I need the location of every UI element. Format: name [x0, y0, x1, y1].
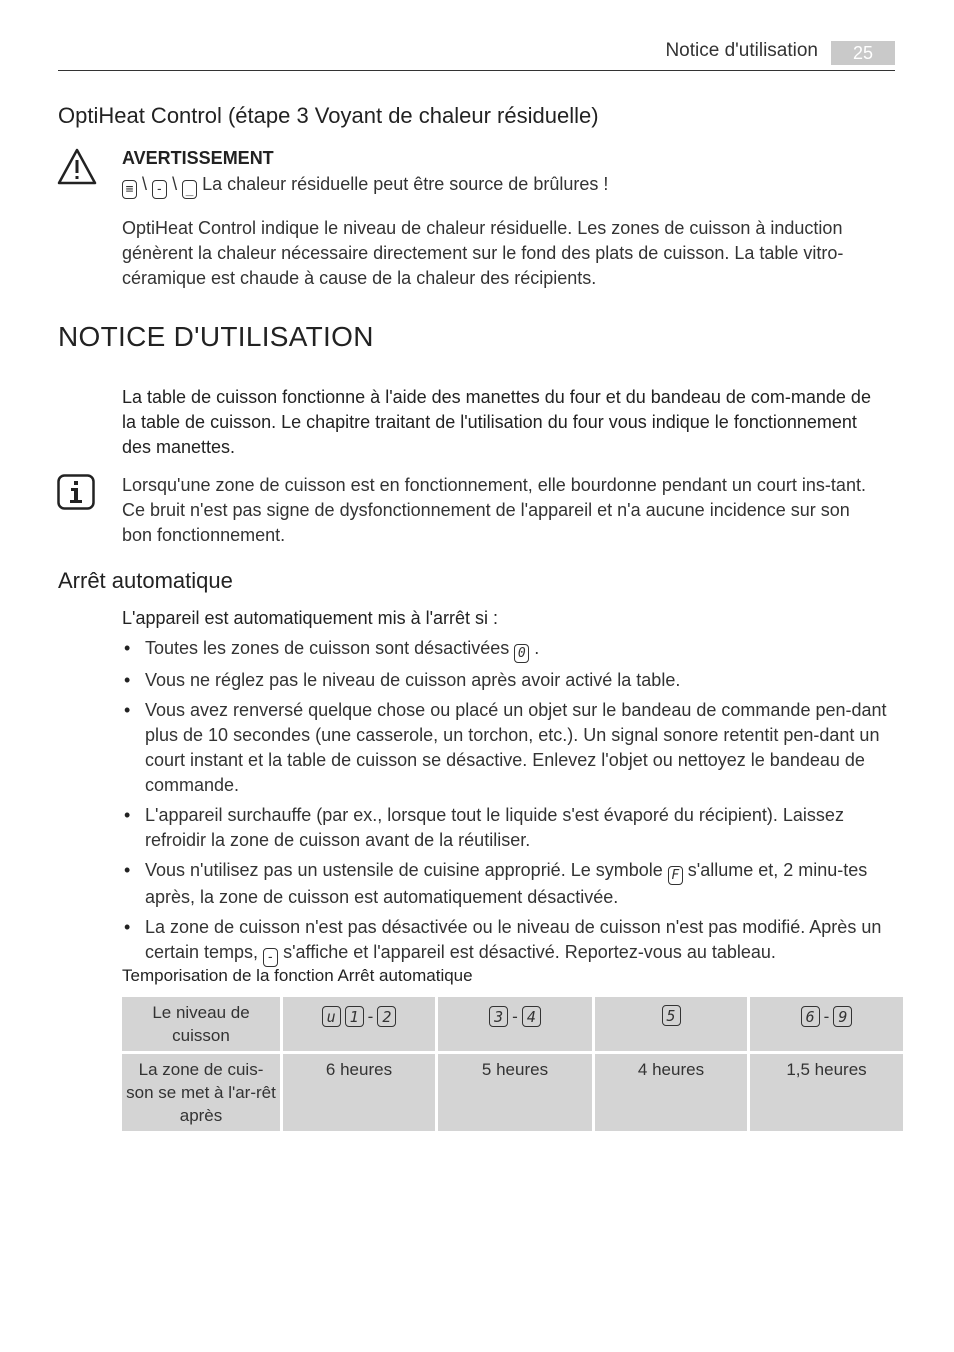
warning-label: AVERTISSEMENT — [122, 148, 274, 168]
level-symbol: 6 — [801, 1006, 820, 1027]
level-symbol: u — [322, 1006, 341, 1027]
list-item: • Vous ne réglez pas le niveau de cuisson après avoir activé la table. — [122, 668, 892, 693]
table-cell: 3 - 4 — [438, 997, 592, 1051]
list-item: • Vous avez renversé quelque chose ou placé un objet sur le bandeau de commande pen-dant plus de 10 secondes (une casserole, un torchon, etc.). Un signal sonore retentit pen-dant un court instant et la table de cuisson se désactive. Enlevez l'objet ou nettoyez le bandeau de commande. — [122, 698, 892, 798]
level-symbol: 5 — [662, 1005, 681, 1026]
list-item: • La zone de cuisson n'est pas désactivée ou le niveau de cuisson n'est pas modifié. Après un certain temps, - s'affiche et l'appareil est désactivé. Reportez-vous au tableau. — [122, 915, 892, 967]
auto-off-table — [119, 994, 906, 1134]
warning-text: La chaleur résiduelle peut être source de brûlures ! — [202, 174, 609, 194]
level-symbol: 1 — [345, 1006, 364, 1027]
page-number: 25 — [831, 41, 895, 65]
auto-off-lead: L'appareil est automatiquement mis à l'arrêt si : — [122, 608, 499, 628]
level-symbol: 3 — [489, 1006, 508, 1027]
zero-level-symbol: 0 — [514, 644, 529, 663]
table-header-cell: Le niveau de cuisson — [122, 997, 280, 1051]
table-row — [122, 997, 903, 1051]
header-rule — [58, 70, 895, 71]
warning-line — [122, 172, 608, 199]
table-cell — [595, 997, 747, 1051]
table-cell: 6 - 9 — [750, 997, 903, 1051]
list-item: • L'appareil surchauffe (par ex., lorsque tout le liquide s'est évaporé du récipient). Laissez refroidir la zone de cuisson avant de la réutiliser. — [122, 803, 892, 853]
optiheat-paragraph: OptiHeat Control indique le niveau de chaleur résiduelle. Les zones de cuisson à induction génèrent la chaleur nécessaire directement sur le fond des plats de cuisson. La table vitro-céramique est chaude à cause de la chaleur des récipients. — [122, 218, 844, 288]
symbol-separator: \ — [172, 174, 178, 194]
section-title-optiheat: OptiHeat Control (étape 3 Voyant de chaleur résiduelle) — [58, 103, 599, 128]
table-header-cell: La zone de cuis-son se met à l'ar-rêt après — [122, 1054, 280, 1131]
dash-symbol: - — [263, 948, 278, 967]
intro-paragraph: La table de cuisson fonctionne à l'aide des manettes du four et du bandeau de com-mande de la table de cuisson. Le chapitre traitant de l'utilisation du four vous indique le fonctionnement des manettes. — [122, 387, 871, 457]
list-item: • Vous n'utilisez pas un ustensile de cuisine approprié. Le symbole F s'allume et, 2 minu-tes après, la zone de cuisson est automatiquement désactivée. — [122, 858, 892, 910]
residual-heat-high-symbol: ≡ — [122, 180, 137, 199]
info-paragraph: Lorsqu'une zone de cuisson est en fonctionnement, elle bourdonne pendant un court ins-tant. Ce bruit n'est pas signe de dysfonctionnement de l'appareil et n'a aucune incidence sur son bon fonctionnement. — [122, 475, 866, 545]
level-symbol: 9 — [833, 1006, 852, 1027]
table-cell: 6 heures — [283, 1054, 435, 1131]
level-symbol: 2 — [377, 1006, 396, 1027]
symbol-separator: \ — [142, 174, 148, 194]
residual-heat-medium-symbol: - — [152, 180, 167, 199]
warning-icon — [57, 148, 97, 186]
level-symbol: 4 — [522, 1006, 541, 1027]
section-title-auto-off: Arrêt automatique — [58, 568, 233, 593]
list-item: • Toutes les zones de cuisson sont désactivées 0 . — [122, 636, 892, 663]
table-row — [122, 1054, 903, 1131]
chapter-title: NOTICE D'UTILISATION — [58, 321, 374, 352]
table-cell: 5 heures — [438, 1054, 592, 1131]
table-cell: 4 heures — [595, 1054, 747, 1131]
residual-heat-low-symbol: _ — [182, 180, 197, 199]
table-caption: Temporisation de la fonction Arrêt automatique — [122, 966, 473, 985]
info-icon — [57, 474, 95, 510]
f-symbol: F — [668, 866, 683, 885]
running-header-title: Notice d'utilisation — [665, 40, 818, 61]
table-cell: 1,5 heures — [750, 1054, 903, 1131]
table-cell: u 1 - 2 — [283, 997, 435, 1051]
auto-off-conditions-list — [122, 636, 892, 972]
